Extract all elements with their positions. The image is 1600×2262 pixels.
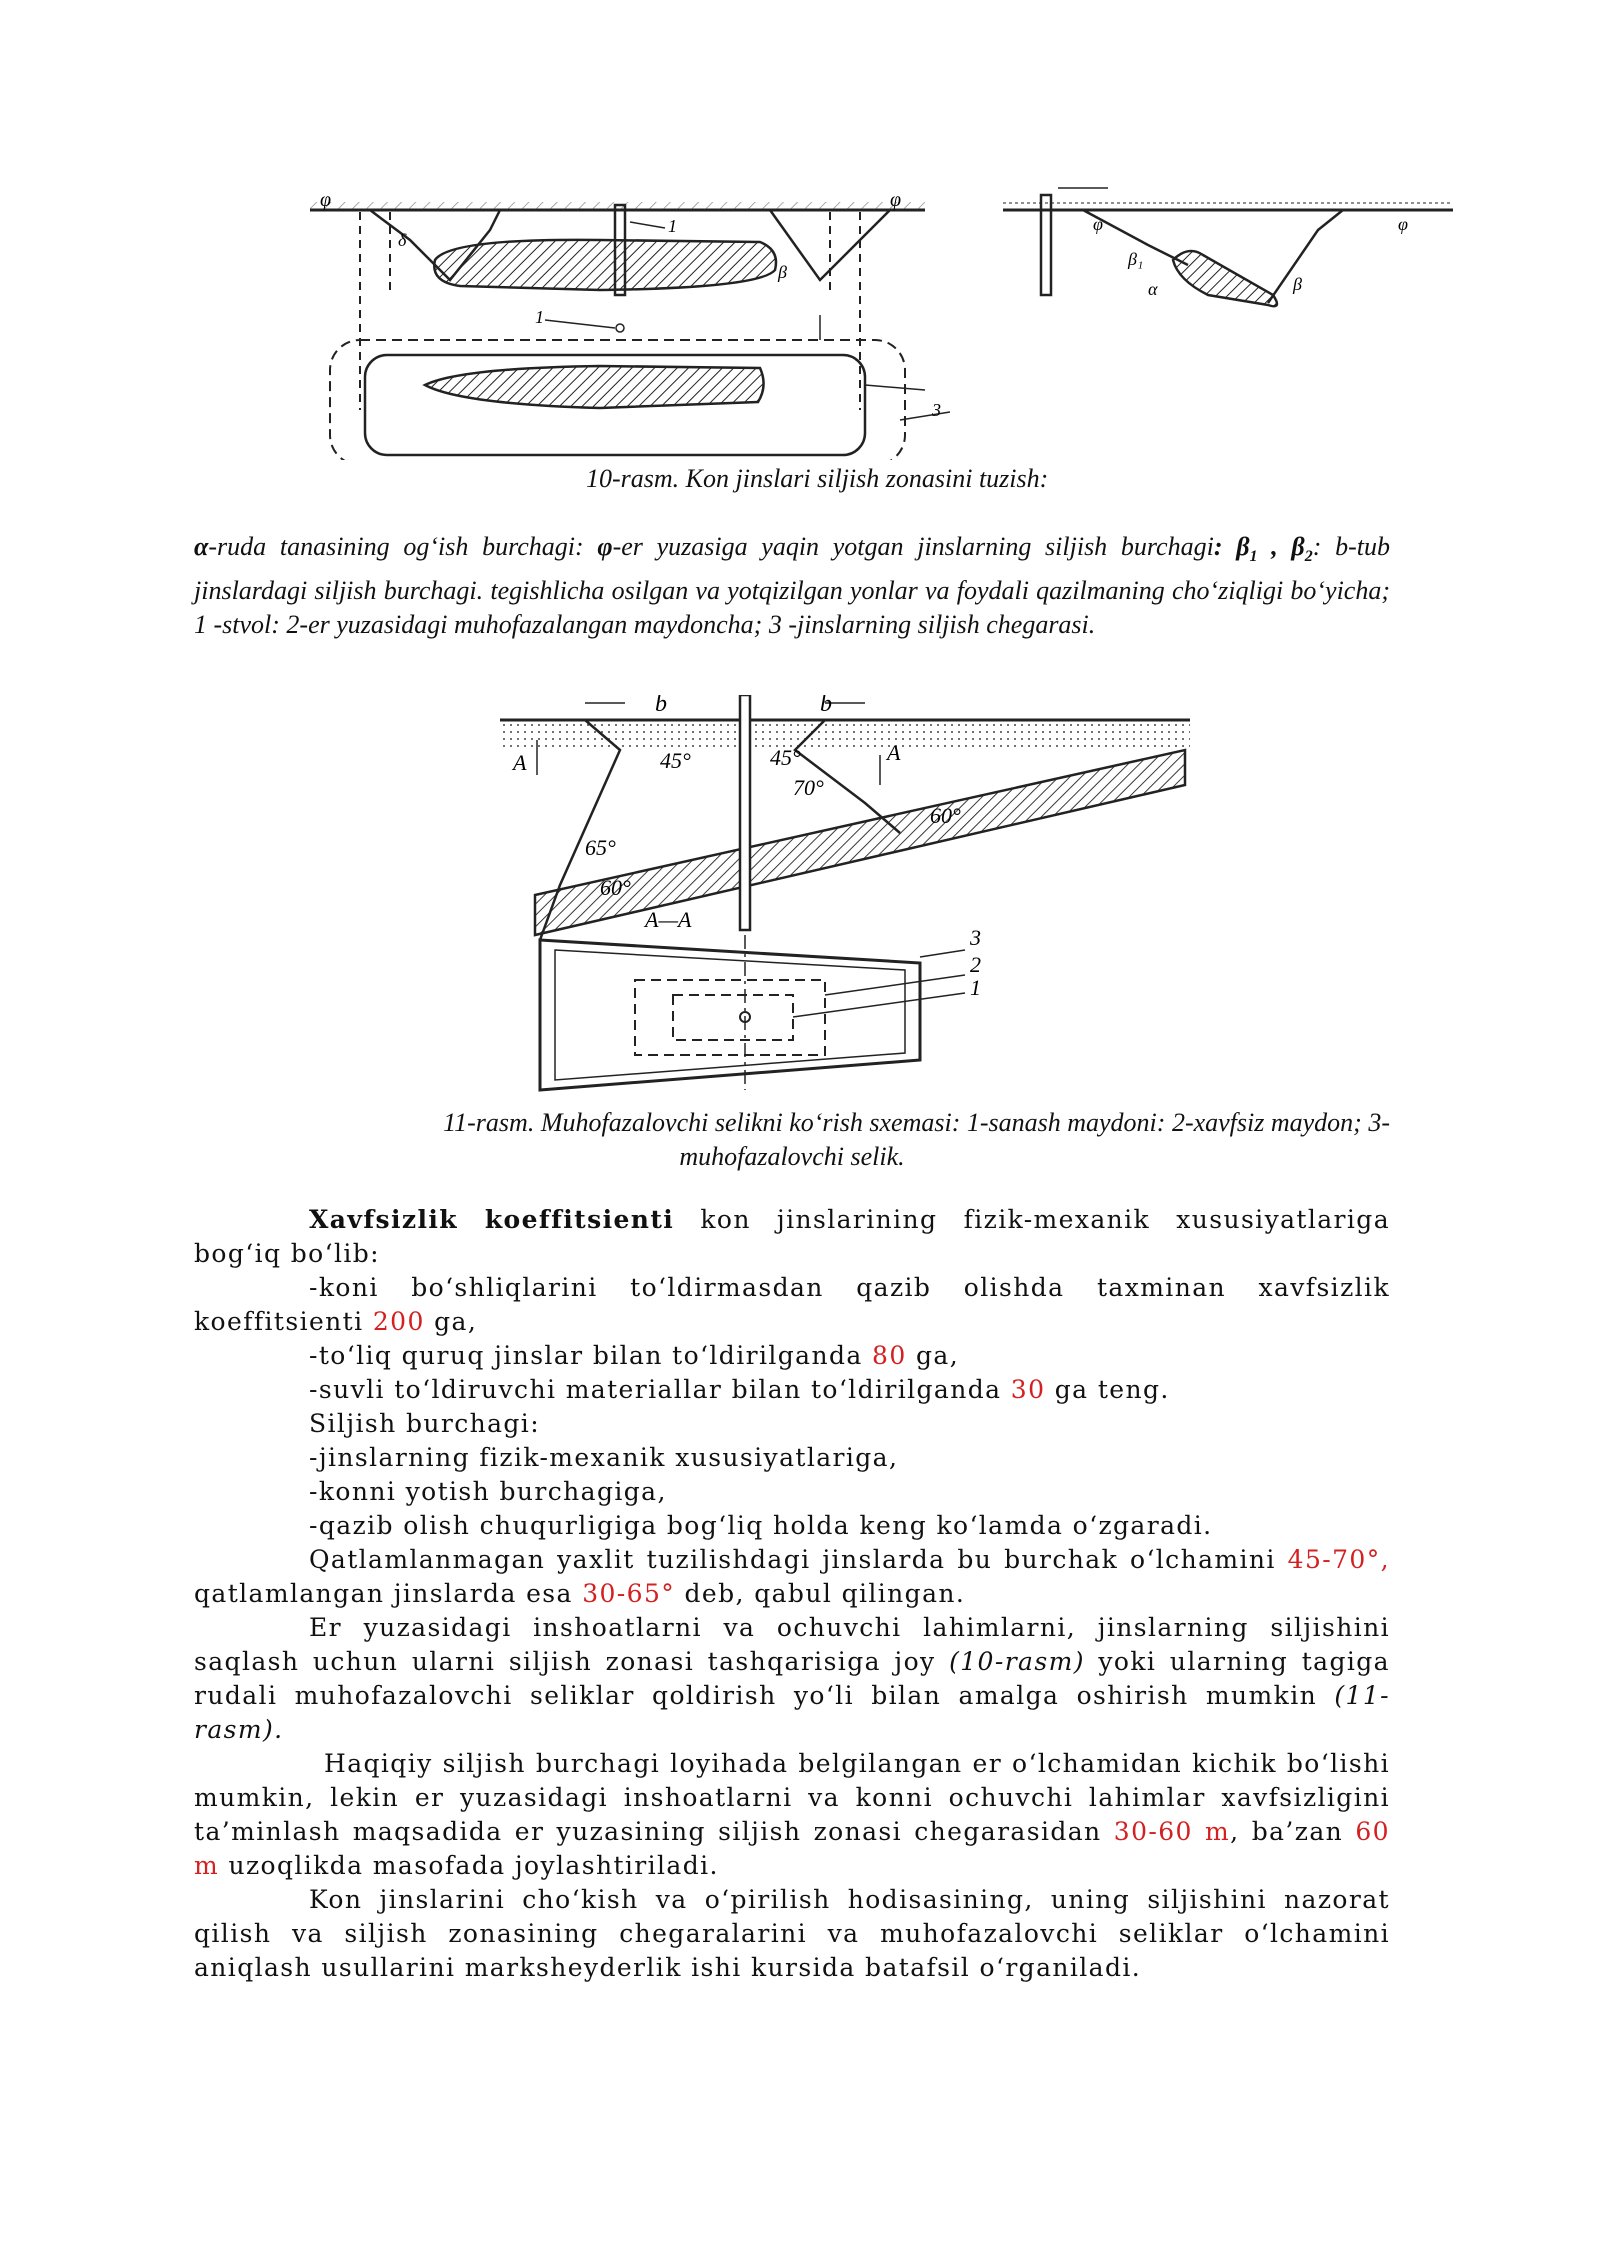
paragraph-angle-values: Qatlamlanmagan yaxlit tuzilishdagi jinslarda bu burchak o‘lchamini 45-70°, qatlamlangan jinslarda esa 30-65° deb, qabul qilingan. <box>194 1545 1390 1608</box>
paragraph-list-item-2: -konni yotish burchagiga, <box>309 1477 667 1506</box>
ore-body-section <box>434 240 776 290</box>
figure-11-caption-line1: 11-rasm. Muhofazalovchi selikni ko‘rish sxemasi: 1-sanash maydoni: 2-xavfsiz maydon; 3- <box>443 1108 1390 1137</box>
fig11-label-1: 1 <box>970 975 981 1000</box>
fig10r-phi-left: φ <box>1093 214 1103 234</box>
safe-area <box>635 980 825 1055</box>
fig10-phi-right: φ <box>890 190 902 211</box>
fig10-label-1-top: 1 <box>668 216 677 236</box>
body-text <box>194 1203 1390 1985</box>
figure-10-caption: 10-rasm. Kon jinslari siljish zonasini tuzish: <box>586 464 1049 493</box>
shaft <box>740 695 750 930</box>
fig11-section-label: A—A <box>645 907 692 932</box>
paragraph-list-item-3: -qazib olish chuqurligiga bog‘liq holda keng ko‘lamda o‘zgaradi. <box>309 1511 1213 1540</box>
fig10r-beta: β <box>1293 274 1302 294</box>
paragraph-slip-angle-heading: Siljish burchagi: <box>309 1409 541 1438</box>
legend-alpha-text: -ruda tanasining og‘ish burchagi: <box>208 532 598 561</box>
legend-alpha-symbol: α <box>194 532 209 561</box>
legend-phi-text: -er yuzasiga yaqin yotgan jinslarning siljish burchagi <box>612 532 1214 561</box>
fig10-beta: β <box>778 262 787 282</box>
fig11-angle-60-left: 60° <box>600 875 631 900</box>
paragraph-unfilled: -koni bo‘shliqlarini to‘ldirmasdan qazib olishda taxminan xavfsizlik koeffitsienti 200 ga, <box>194 1273 1390 1336</box>
value-30-65: 30-65° <box>582 1579 676 1608</box>
figure-10-right-diagram <box>998 185 1458 315</box>
ore-lens <box>1173 251 1277 306</box>
figure-10-left-diagram <box>300 190 950 460</box>
inclined-seam <box>535 750 1185 935</box>
value-60m: 60 m <box>194 1817 1390 1880</box>
paragraph-wet-fill: -suvli to‘ldiruvchi materiallar bilan to‘ldirilganda 30 ga teng. <box>309 1375 1170 1404</box>
fig10r-phi-right: φ <box>1398 214 1408 234</box>
fig10r-alpha: α <box>1148 279 1158 299</box>
figure-11-caption-line2: muhofazalovchi selik. <box>679 1142 905 1171</box>
legend-beta1-symbol: $\beta_1$ <box>1236 532 1258 566</box>
fig11-label-A-right: A <box>887 740 901 765</box>
value-200: 200 <box>372 1307 425 1336</box>
fig11-angle-45-left: 45° <box>660 748 691 773</box>
fig11-b-left: b <box>655 695 667 717</box>
value-80: 80 <box>872 1341 907 1370</box>
legend-colon: : <box>1213 532 1237 561</box>
paragraph-structures: Er yuzasidagi inshoatlarni va ochuvchi lahimlarni, jinslarning siljishini saqlash uchun ularni siljish zonasi tashqarisiga joy (10-rasm) yoki ularning tagiga rudali muhofazalovchi seliklar qoldirish yo‘li bilan amalga oshirish mumkin (11-rasm). <box>194 1613 1390 1744</box>
fig11-b-right: b <box>820 695 832 717</box>
legend-separator: , <box>1257 532 1292 561</box>
paragraph-actual-angle: Haqiqiy siljish burchagi loyihada belgilangan er o‘lchamidan kichik bo‘lishi mumkin, lekin er yuzasidagi inshoatlarni va konni ochuvchi lahimlar xavfsizligini ta’minlash maqsadida er yuzasining siljish zonasi chegarasidan 30-60 m, ba’zan 60 m uzoqlikda masofada joylashtiriladi. <box>194 1749 1390 1880</box>
paragraph-safety-factor: Xavfsizlik koeffitsienti kon jinslarining fizik-mexanik xususiyatlariga bog‘iq bo‘lib: <box>194 1205 1391 1268</box>
paragraph-list-item-1: -jinslarning fizik-mexanik xususiyatlariga, <box>309 1443 899 1472</box>
fig11-angle-60-right: 60° <box>930 803 961 828</box>
counting-area <box>673 995 793 1040</box>
legend-phi-symbol: φ <box>597 532 613 561</box>
ref-figure-11: (11-rasm). <box>194 1681 1390 1744</box>
value-30-60m: 30-60 m <box>1113 1817 1231 1846</box>
ore-body-plan <box>425 366 764 408</box>
fig11-label-2: 2 <box>970 952 981 977</box>
pillar-plan <box>540 940 920 1090</box>
figure-10-legend <box>194 530 1390 642</box>
fig10-label-1-mid: 1 <box>535 307 544 327</box>
value-30: 30 <box>1010 1375 1046 1404</box>
fig11-angle-45-right: 45° <box>770 745 801 770</box>
safety-factor-term: Xavfsizlik koeffitsienti <box>309 1205 675 1234</box>
fig11-label-3: 3 <box>970 925 981 950</box>
legend-beta2-symbol: $\beta_2$ <box>1291 532 1313 566</box>
paragraph-conclusion: Kon jinslarini cho‘kish va o‘pirilish hodisasining, uning siljishini nazorat qilish va siljish zonasining chegaralarini va muhofazalovchi seliklar o‘lchamini aniqlash usullarini marksheyderlik ishi kursida batafsil o‘rganiladi. <box>194 1885 1390 1982</box>
figure-11-caption <box>194 1106 1390 1174</box>
fig10r-beta1: β₁ <box>1128 249 1144 269</box>
fig11-angle-65: 65° <box>585 835 616 860</box>
value-45-70: 45-70°, <box>1287 1545 1390 1574</box>
fig11-label-A-left: A <box>513 750 527 775</box>
ref-figure-10: (10-rasm) <box>949 1647 1085 1676</box>
paragraph-dry-fill: -to‘liq quruq jinslar bilan to‘ldirilganda 80 ga, <box>309 1341 960 1370</box>
legend-rest-text: : b-tub jinslardagi siljish burchagi. tegishlicha osilgan va yotqizilgan yonlar va foydali qazilmaning cho‘ziqligi bo‘yicha; 1 -stvol: 2-er yuzasidagi muhofazalangan maydoncha; 3 -jinslarning siljish chegarasi. <box>194 532 1390 640</box>
fig10-label-3: 3 <box>932 400 941 420</box>
fig10-phi-left: φ <box>320 190 332 211</box>
fig11-angle-70: 70° <box>793 775 824 800</box>
figure-11-diagram <box>495 695 1215 1095</box>
fig10-delta: δ <box>398 230 407 250</box>
